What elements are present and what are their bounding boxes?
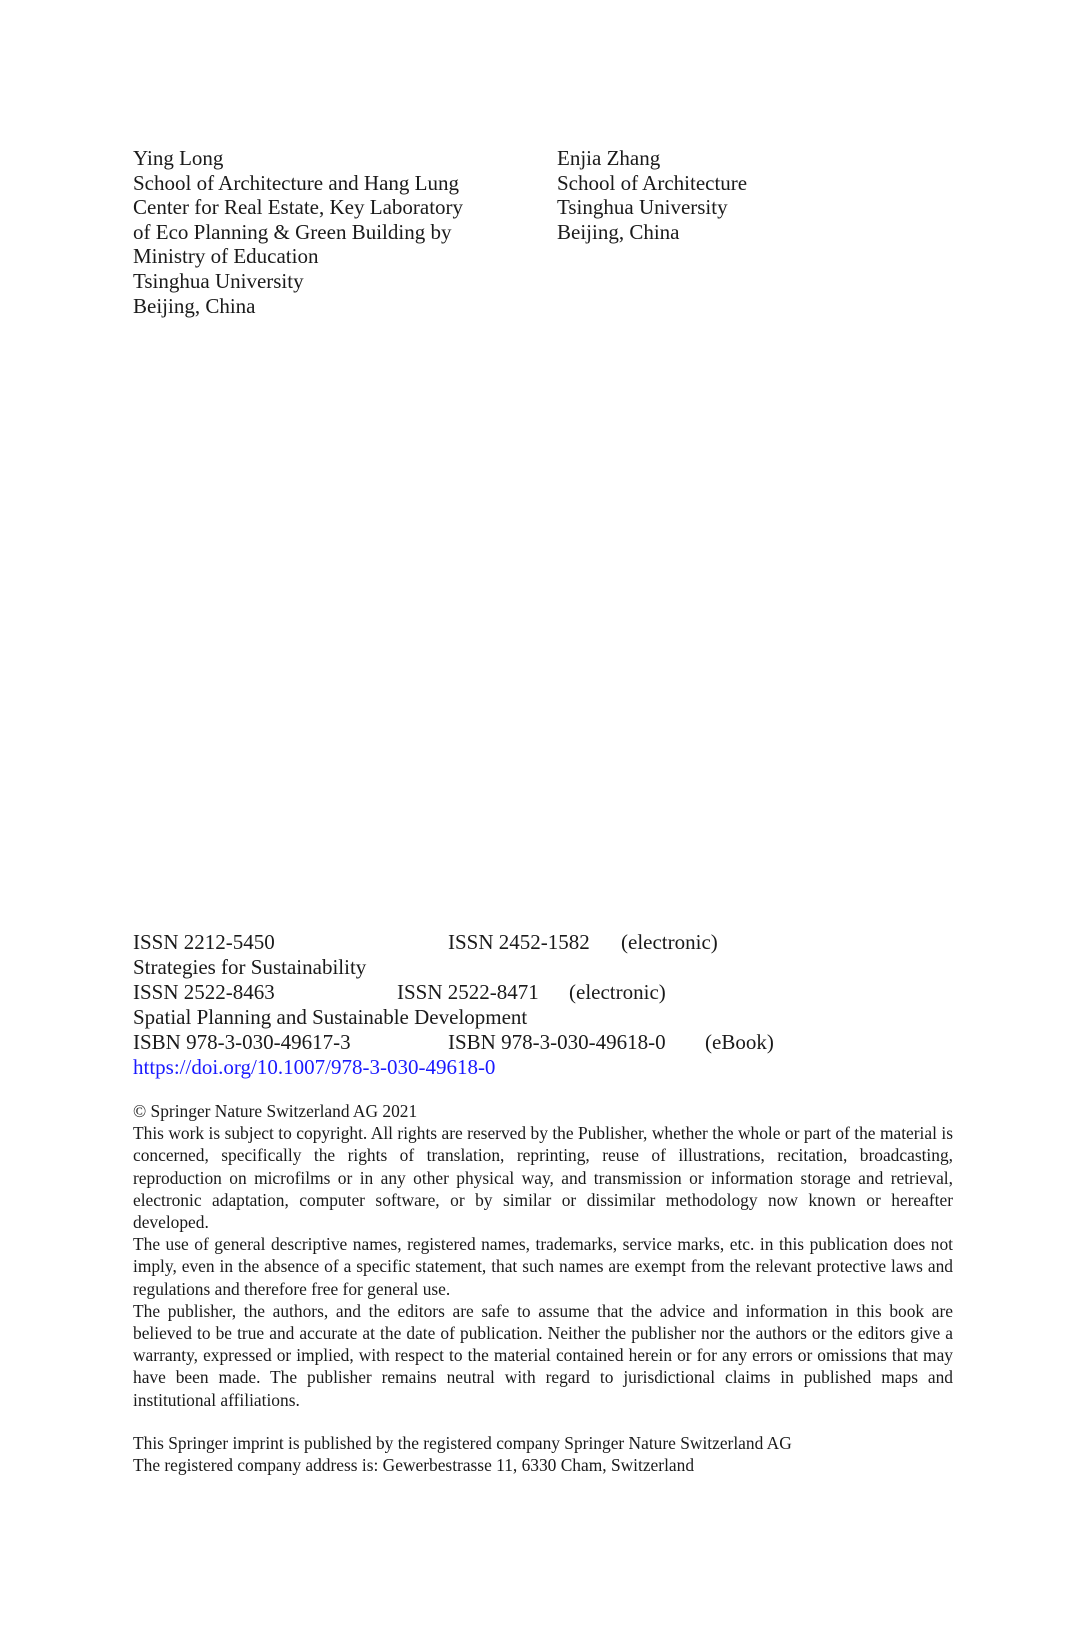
imprint-info [133,1432,953,1476]
author-affiliation-enjia-zhang [557,146,747,244]
issn-print: ISSN 2212-5450 [133,930,275,954]
issn-row-2 [133,980,953,1005]
affiliation-line: Beijing, China [557,219,680,244]
copyright-paragraph: This work is subject to copyright. All rights are reserved by the Publisher, whether the whole or part of the material is concerned, specifically the rights of translation, reprinting, reuse of illustrations, recitation, broadcasting, reproduction on microfilms or in any other physical way, and transmission or information storage and retrieval, electronic adaptation, computer software, or by similar or dissimilar methodology now known or hereafter developed. [133,1123,953,1233]
isbn-row [133,1030,953,1055]
trademark-paragraph: The use of general descriptive names, registered names, trademarks, service marks, etc. in this publication does not imply, even in the absence of a specific statement, that such names are exempt from the relevant protective laws and regulations and therefore free for general use. [133,1234,953,1299]
series-name: Spatial Planning and Sustainable Development [133,1005,528,1029]
company-address-line: The registered company address is: Gewerbestrasse 11, 6330 Cham, Switzerland [133,1455,695,1476]
copyright-notice [133,1100,953,1411]
affiliation-line: Ministry of Education [133,244,319,269]
affiliation-line: School of Architecture [557,170,748,195]
affiliation-line: Beijing, China [133,293,256,318]
affiliation-line: Tsinghua University [557,195,728,220]
author-name: Enjia Zhang [557,146,661,170]
affiliation-line: Center for Real Estate, Key Laboratory [133,195,464,220]
isbn-ebook: ISBN 978-3-030-49618-0 [448,1030,666,1054]
doi-link[interactable]: https://doi.org/10.1007/978-3-030-49618-0 [133,1055,496,1079]
copyright-line: © Springer Nature Switzerland AG 2021 [133,1101,418,1121]
series-title-2 [133,1005,953,1030]
issn-row-1 [133,930,953,955]
issn-print: ISSN 2522-8463 [133,980,275,1004]
issn-electronic: ISSN 2452-1582 [448,930,590,954]
isbn-tag: (eBook) [705,1030,774,1054]
issn-tag: (electronic) [569,980,666,1004]
affiliation-line: of Eco Planning & Green Building by [133,219,452,244]
series-name: Strategies for Sustainability [133,955,367,979]
disclaimer-paragraph: The publisher, the authors, and the editors are safe to assume that the advice and information in this book are believed to be true and accurate at the date of publication. Neither the publisher nor the authors or the editors give a warranty, expressed or implied, with respect to the material contained herein or for any errors or omissions that may have been made. The publisher remains neutral with regard to jurisdictional claims in published maps and institutional affiliations. [133,1300,953,1410]
affiliation-line: Tsinghua University [133,268,304,293]
issn-tag: (electronic) [621,930,718,954]
imprint-line: This Springer imprint is published by the registered company Springer Nature Switzerland AG [133,1433,792,1453]
issn-electronic: ISSN 2522-8471 [397,980,539,1004]
author-affiliation-ying-long [133,146,463,318]
affiliation-line: School of Architecture and Hang Lung [133,170,459,195]
doi-row [133,1055,953,1080]
series-and-isbn-info [133,930,953,1080]
series-title-1 [133,955,953,980]
author-name: Ying Long [133,146,224,170]
isbn-print: ISBN 978-3-030-49617-3 [133,1030,351,1054]
